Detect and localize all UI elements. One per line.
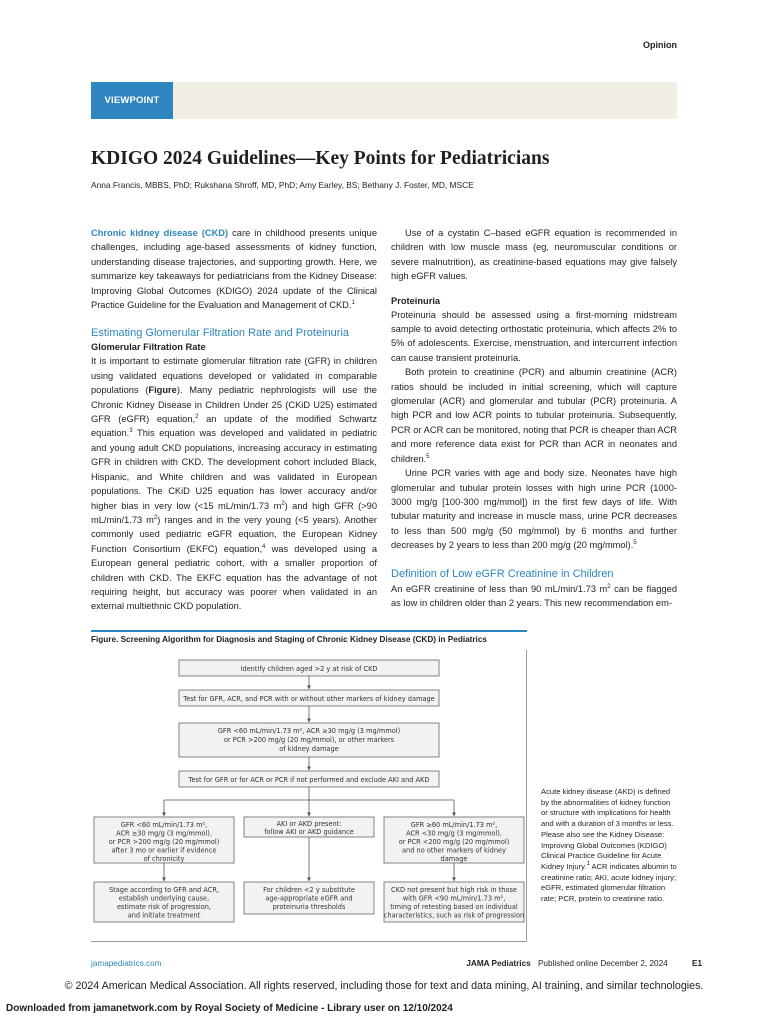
svg-text:with GFR <90 mL/min/1.73 m²,: with GFR <90 mL/min/1.73 m², [402,894,506,903]
intro-lead: Chronic kidney disease (CKD) [91,228,229,238]
svg-text:establish underlying cause,: establish underlying cause, [118,894,210,903]
journal-site-link[interactable]: jamapediatrics.com [91,959,162,968]
viewpoint-banner [91,82,677,119]
gfr-paragraph: It is important to estimate glomerular filtration rate (GFR) in children using validated equations developed or validated in comparable populations (Figure). Many pediatric nephrologists will use the Chronic Kidney Disease in Children Under 25 (CKiD U25) estimated GFR (eGFR) equation,$^2$ an update of the modified Schwartz equation.$^3$ This equation was developed and validated in pediatric and young adult CKD populations, increasing accuracy in estimating GFR in children with CKD. The development cohort included Black, Hispanic, and White children and was validated in European populations. The CKiD U25 equation has lower accuracy and/or higher bias in very low (<15 mL/min/1.73 $m^2$) and high GFR (>90 mL/min/1.73 $m^2$) ranges and in the very young (<5 years). Another commonly used pediatric eGFR equation, the European Kidney Function Consortium (EKFC) equation,$^4$ was developed using a European general pediatric cohort, with a smaller proportion of children with CKD. The EKFC equation has the advantage of not requiring height, but accuracy was poorer when validated in an external multiethnic CKD population. [91,356,377,612]
svg-text:CKD not present but high risk: CKD not present but high risk in those [391,886,517,894]
svg-text:timing of retesting based on i: timing of retesting based on individual [390,903,518,911]
footer-publication-info [466,959,702,968]
svg-text:ACR <30 mg/g (3 mg/mmol),: ACR <30 mg/g (3 mg/mmol), [406,829,502,838]
page-number: E1 [691,959,702,968]
svg-text:ACR ≥30 mg/g (3 mg/mmol),: ACR ≥30 mg/g (3 mg/mmol), [116,829,212,838]
author-list: Anna Francis, MBBS, PhD; Rukshana Shroff, MD, PhD; Amy Earley, BS; Bethany J. Foster, MD, MSCE [91,180,474,190]
proteinuria-paragraph-3: Urine PCR varies with age and body size. Neonates have high glomerular and tubular protein losses with high urine PCR (1000-3000 mg/g [100-300 mg/mmol]) in the first few days of life. With tubular maturity and increase in muscle mass, urine PCR decreases to less than 500 mg/g (50 mg/mmol) by 6 months and further decreases by 2 years to less than 200 mg/g (20 mg/mmol).$^5$ [391,468,677,551]
proteinuria-paragraph-2: Both protein to creatinine (PCR) and albumin creatinine (ACR) ratios should be included in initial screening, which will capture glomerular (ACR) and glomerular and tubular (PCR) proteinuria. A high PCR and low ACR points to tubular proteinuria. Subsequently, PCR or ACR can be monitored, noting that PCR is cheaper than ACR and more reference data exist for PCR than ACR in neonates and children.$^5$ [391,367,677,464]
svg-text:GFR <60 mL/min/1.73 m², ACR ≥3: GFR <60 mL/min/1.73 m², ACR ≥30 mg/g (3 mg/mmol) [217,727,401,735]
journal-name: JAMA Pediatrics [466,959,531,968]
figure-caption: Acute kidney disease (AKD) is defined by the abnormalities of kidney function or structure with implications for health and with a duration of 3 months or less. Please also see the Kidney Disease: Improving Global Outcomes (KDIGO) Clinical Practice Guideline for Acute Kidney Injury.$^1$ ACR indicates albumin to creatinine ratio; AKI, acute kidney injury; eGFR, estimated glomerular filtration rate; PCR, protein to creatinine ratio. [541,787,677,904]
svg-text:or PCR >200 mg/g (20 mg/mmol),: or PCR >200 mg/g (20 mg/mmol), or other markers [223,736,395,744]
intro-paragraph: Chronic kidney disease (CKD) care in childhood presents unique challenges, including age-based assessments of kidney function, understanding disease trajectories, and supporting growth. Here, we summarize key takeaways for pediatricians from the Kidney Disease: Improving Global Outcomes (KDIGO) 2024 update of the Clinical Practice Guideline for the Evaluation and Management of CKD.$^1$ [91,228,377,311]
section-label: Opinion [643,40,677,50]
svg-text:proteinuria thresholds: proteinuria thresholds [272,903,346,911]
figure-rule [91,630,527,632]
svg-text:estimate risk of progression,: estimate risk of progression, [116,903,212,911]
svg-text:Stage according to GFR and ACR: Stage according to GFR and ACR, [108,886,220,894]
low-egfr-paragraph: An eGFR creatinine of less than 90 mL/min/1.73 $m^2$ can be flagged as low in children older than 2 years. This new recommendation em- [391,583,677,608]
right-column [391,226,677,610]
subheading-proteinuria: Proteinuria [391,295,441,306]
svg-text:Identify children aged >2 y at: Identify children aged >2 y at risk of CKD [240,665,378,673]
svg-text:after 3 mo or earlier if evide: after 3 mo or earlier if evidence [111,846,217,855]
svg-text:age-appropriate eGFR and: age-appropriate eGFR and [265,894,353,903]
svg-text:and initiate treatment: and initiate treatment [127,911,201,920]
svg-text:For children <2 y substitute: For children <2 y substitute [263,886,355,894]
cystatin-paragraph: Use of a cystatin C–based eGFR equation is recommended in children with low muscle mass (eg, neuromuscular conditions or severe malnutrition), as creatinine-based equations may give falsely high eGFR values. [391,228,677,282]
figure-title: Figure. Screening Algorithm for Diagnosis and Staging of Chronic Kidney Disease (CKD) in Pediatrics [91,635,487,644]
figure-link[interactable]: Figure [148,385,177,396]
left-column [91,226,377,614]
svg-text:damage: damage [440,855,468,863]
article-title: KDIGO 2024 Guidelines—Key Points for Pediatricians [91,148,550,169]
svg-text:of kidney damage: of kidney damage [279,745,339,753]
viewpoint-label: VIEWPOINT [91,82,173,119]
screening-algorithm-flowchart [91,650,527,942]
svg-text:of chronicity: of chronicity [143,855,185,863]
svg-text:characteristics, such as risk: characteristics, such as risk of progression [383,911,525,920]
svg-text:GFR ≥60 mL/min/1.73 m²,: GFR ≥60 mL/min/1.73 m², [410,821,498,829]
svg-text:follow AKI or AKD guidance: follow AKI or AKD guidance [264,828,354,836]
download-notice: Downloaded from jamanetwork.com by Royal Society of Medicine - Library user on 12/10/2024 [6,1003,453,1014]
svg-text:Test for GFR, ACR, and PCR wit: Test for GFR, ACR, and PCR with or without other markers of kidney damage [183,695,435,703]
svg-text:AKI or AKD present:: AKI or AKD present: [276,820,342,828]
publication-date: Published online December 2, 2024 [537,959,668,968]
section-heading-egfr: Estimating Glomerular Filtration Rate and Proteinuria [91,327,350,340]
proteinuria-paragraph-1: Proteinuria should be assessed using a first-morning midstream sample to avoid detecting orthostatic proteinuria, which affects 2% to 5% of adolescents. Exercise, menstruation, and intercurrent infection can cause transient proteinuria. [391,309,677,363]
section-heading-low-egfr: Definition of Low eGFR Creatinine in Children [391,567,614,580]
subheading-gfr: Glomerular Filtration Rate [91,342,206,353]
svg-text:GFR <60 mL/min/1.73 m²,: GFR <60 mL/min/1.73 m², [120,821,208,829]
svg-text:or PCR <200 mg/g (20 mg/mmol): or PCR <200 mg/g (20 mg/mmol) [398,838,510,846]
copyright-notice: © 2024 American Medical Association. All rights reserved, including those for text and data mining, AI training, and similar technologies. [64,980,704,992]
svg-text:or PCR >200 mg/g (20 mg/mmol): or PCR >200 mg/g (20 mg/mmol) [108,838,220,846]
svg-text:and no other markers of kidney: and no other markers of kidney [402,846,506,855]
svg-text:Test for GFR or for ACR or PCR: Test for GFR or for ACR or PCR if not performed and exclude AKI and AKD [188,776,430,784]
